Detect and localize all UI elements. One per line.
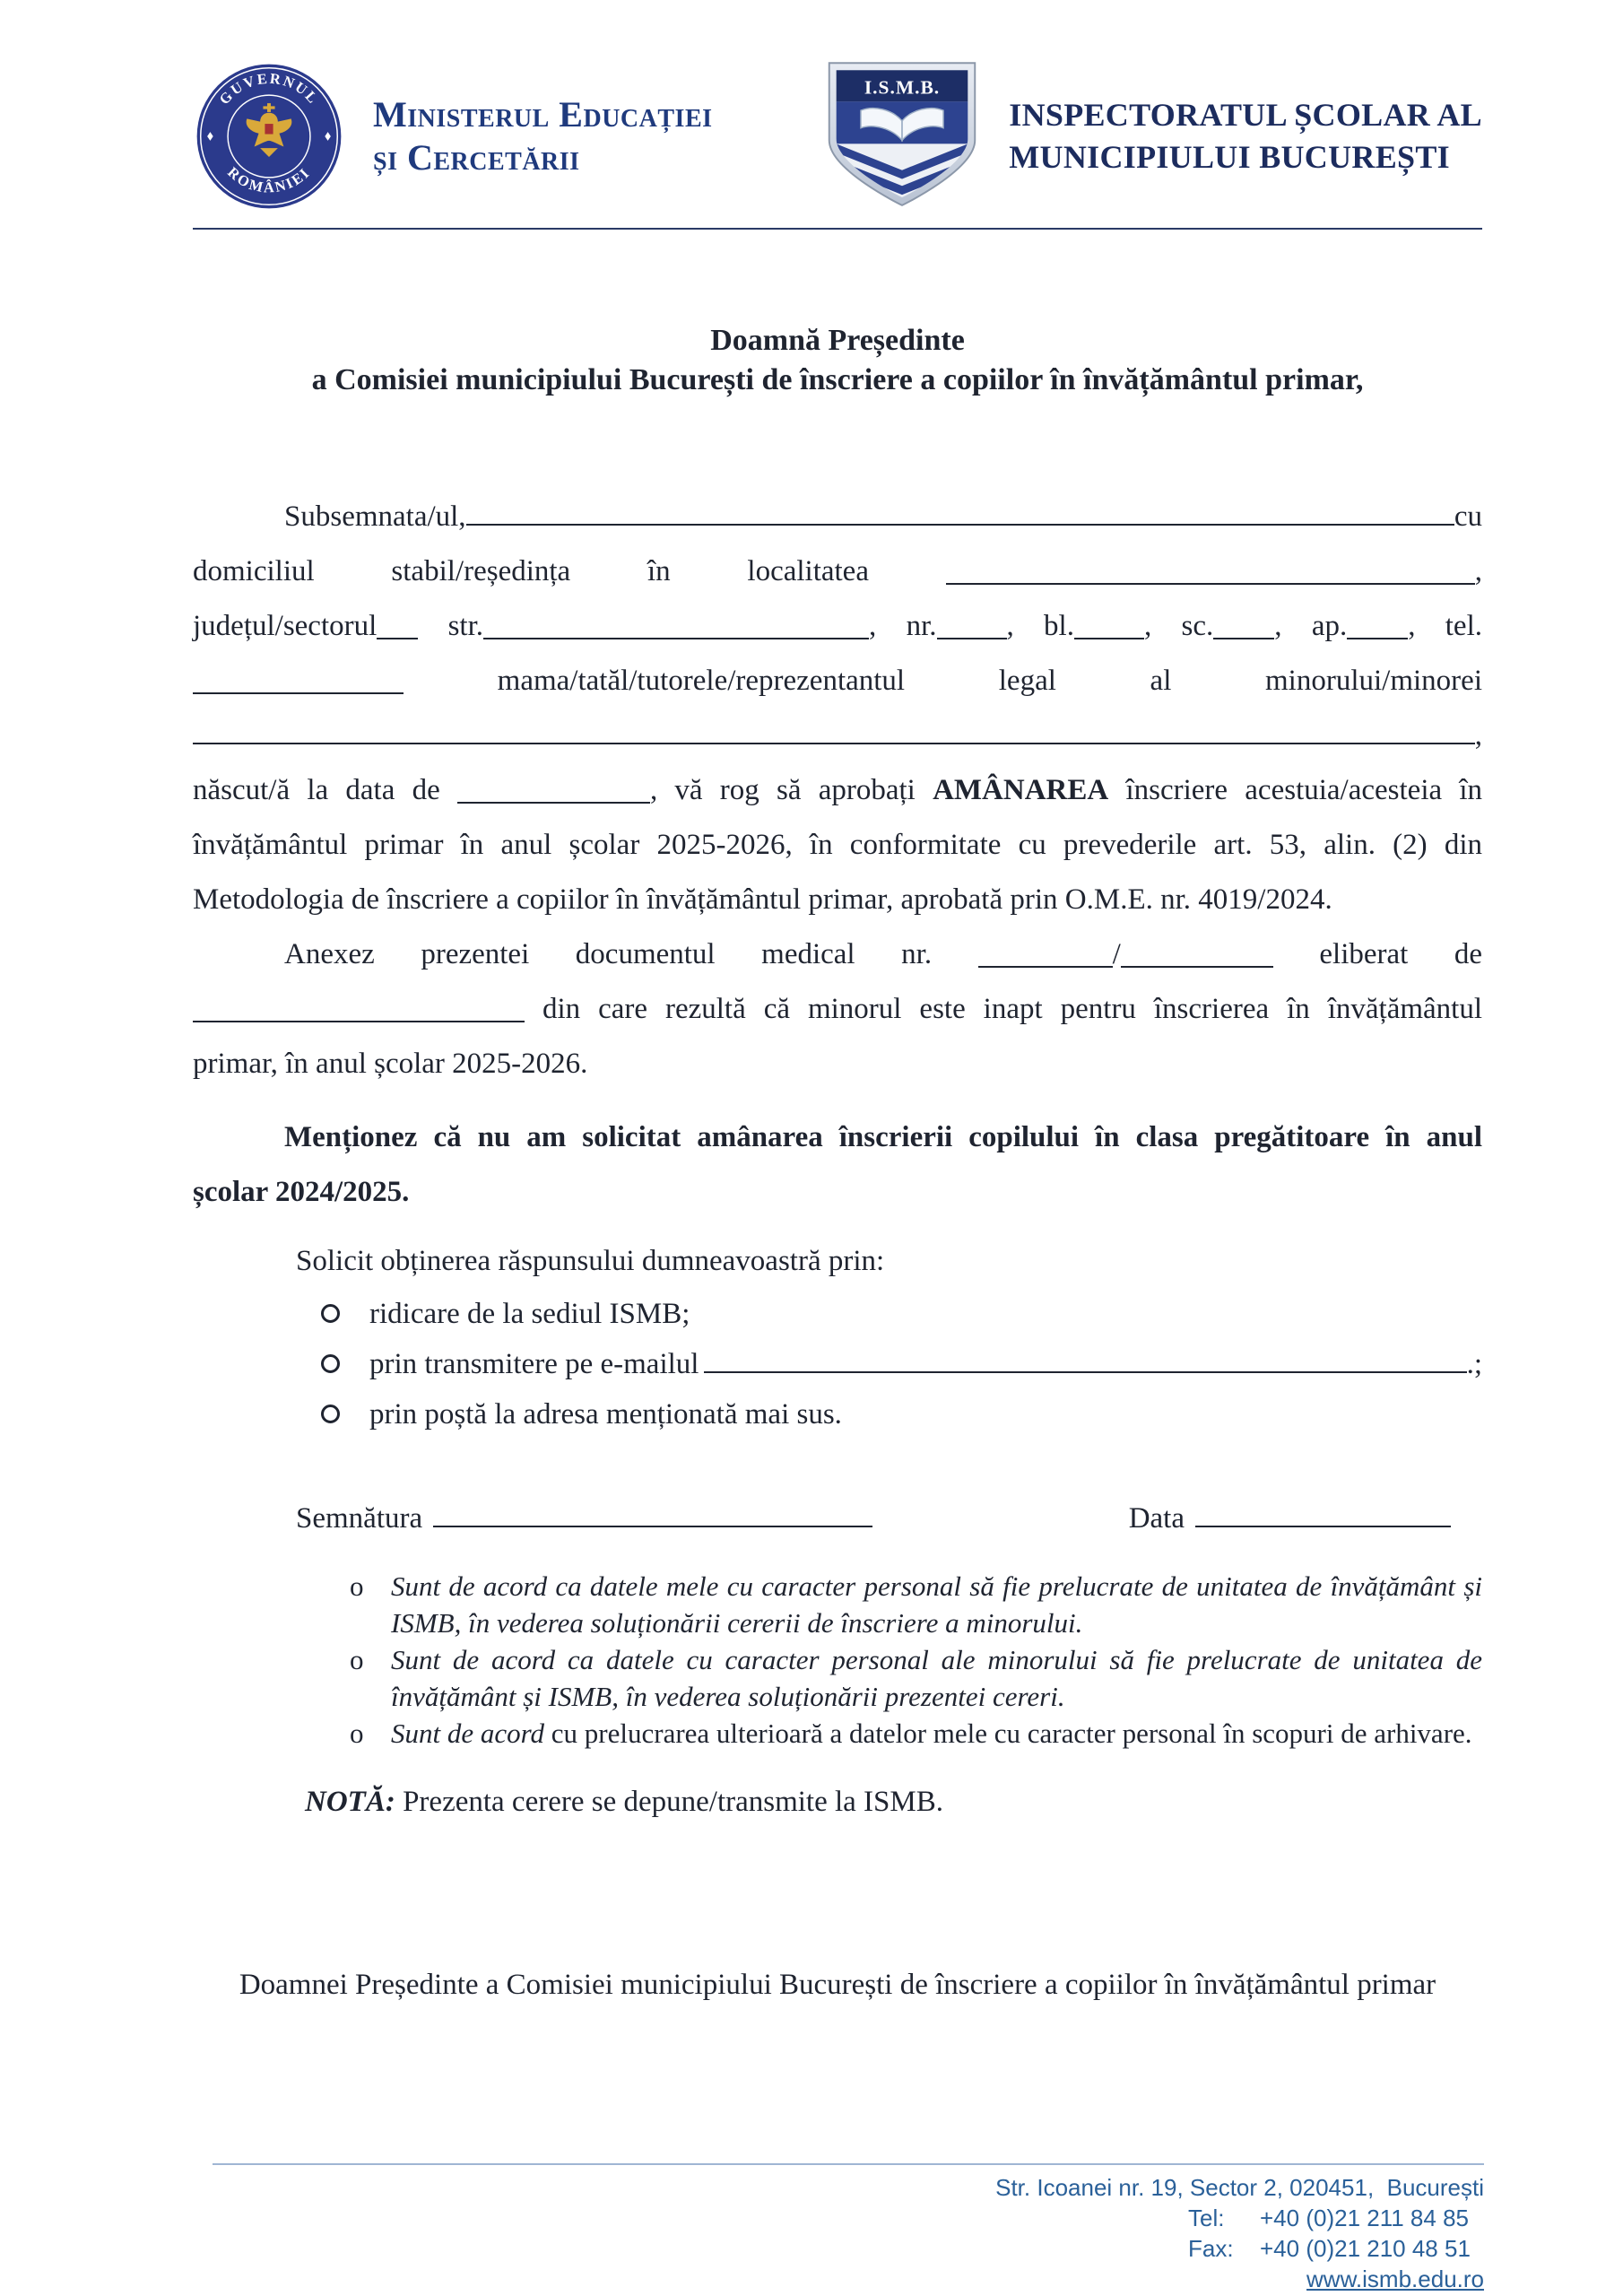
- option-post: [321, 1389, 1482, 1439]
- option-email-label: prin transmitere pe e-mailul: [369, 1348, 699, 1380]
- ismb-shield-icon: [819, 59, 985, 213]
- line-medical-doc: [193, 927, 1482, 982]
- signature-label: Semnătura: [296, 1502, 423, 1535]
- request-paragraphs: [193, 490, 1482, 2005]
- medical-doc-label: Anexez prezentei documentul medical nr.: [284, 938, 933, 970]
- line-minor-name: [193, 709, 1482, 763]
- option-post-label: prin poștă la adresa menționată mai sus.: [369, 1398, 842, 1431]
- line-mention-1: [193, 1110, 1482, 1165]
- locality-blank: [946, 583, 1475, 585]
- radio-circle-icon: [321, 1405, 340, 1423]
- date-blank: [1195, 1526, 1451, 1527]
- radio-circle-icon: [321, 1354, 340, 1373]
- line-issuer: [193, 982, 1482, 1037]
- number-blank: [937, 638, 1007, 639]
- document-body: [193, 321, 1482, 2005]
- issued-by-label: eliberat de: [1319, 938, 1483, 970]
- website-link[interactable]: www.ismb.edu.ro: [1306, 2266, 1484, 2292]
- bullet-marker: o: [350, 1644, 364, 1675]
- line-mention-2: [193, 1165, 1482, 1220]
- page-title: [193, 321, 1482, 400]
- title-line1: Doamnă Președinte: [710, 324, 965, 357]
- tel-label: Tel:: [1188, 2205, 1225, 2231]
- title-line2: a Comisiei municipiului București de înscriere a copiilor în învățământul primar,: [311, 363, 1364, 396]
- response-heading: [296, 1234, 1482, 1289]
- ministry-line1: Ministerul Educației: [373, 94, 713, 135]
- primar-text: primar, în anul școlar 2025-2026.: [193, 1048, 588, 1080]
- line-birthdate: [193, 763, 1482, 818]
- email-blank: [704, 1371, 1466, 1373]
- inspectorate-line1: INSPECTORATUL ȘCOLAR AL: [1009, 97, 1482, 133]
- note-text: Prezenta cerere se depune/transmite la ISMB.: [403, 1786, 944, 1818]
- line-methodology: [193, 873, 1482, 927]
- line-schoolyear: [193, 818, 1482, 873]
- line-domicile: [193, 544, 1482, 599]
- gov-romania-seal-icon: [195, 63, 343, 210]
- footer-website-line: [213, 2264, 1484, 2294]
- birthdate-label: născut/ă la data de: [193, 774, 440, 806]
- footer: [213, 2163, 1484, 2294]
- applicant-name-blank: [466, 524, 1454, 526]
- comma: ,: [1474, 555, 1482, 587]
- phone-label: , tel.: [1408, 610, 1482, 642]
- county-label: județul/sectorul: [193, 610, 378, 642]
- schoolyear-text: învățământul primar în anul școlar 2025-2026, în conformitate cu prevederile art. 53, alin. (2) din: [193, 829, 1482, 861]
- option-email-suffix: .;: [1466, 1348, 1482, 1380]
- note-label: NOTĂ:: [305, 1786, 395, 1818]
- consent-list: [350, 1568, 1482, 1752]
- staircase-blank: [1213, 638, 1274, 639]
- footer-address-line: [213, 2172, 1484, 2203]
- medical-doc-date-blank: [1121, 966, 1273, 968]
- tel-value: +40 (0)21 211 84 85: [1260, 2205, 1469, 2231]
- footer-tel-line: [213, 2203, 1484, 2233]
- line-primar: [193, 1037, 1482, 1091]
- bullet-marker: o: [350, 1570, 364, 1602]
- line-address: [193, 599, 1482, 654]
- county-blank: [377, 638, 418, 639]
- ismb-logo: [819, 59, 985, 213]
- block-label: , bl.: [1006, 610, 1074, 642]
- medical-doc-number-blank: [978, 966, 1113, 968]
- fax-label: Fax:: [1188, 2235, 1234, 2262]
- inspectorate-title: [1009, 94, 1482, 178]
- block-blank: [1074, 638, 1144, 639]
- mention-text-1: Menționez că nu am solicitat amânarea înscrierii copilului în clasa pregătitoare în anul: [284, 1121, 1482, 1153]
- delivery-options: [321, 1289, 1482, 1439]
- ministry-line2: și Cercetării: [373, 137, 580, 178]
- option-pickup-label: ridicare de la sediul ISMB;: [369, 1298, 690, 1330]
- consent-text-1: Sunt de acord ca datele mele cu caracter personal să fie prelucrate de unitatea de învățământ și ISMB, în vederea soluționării cererii de înscriere a minorului.: [391, 1570, 1482, 1639]
- issuer-blank: [193, 1021, 525, 1022]
- signature-row: [296, 1502, 1451, 1535]
- subsemnata-label: Subsemnata/ul,: [284, 500, 466, 533]
- street-blank: [483, 638, 869, 639]
- guardian-text: mama/tatăl/tutorele/reprezentantul legal al minorului/minorei: [497, 665, 1482, 697]
- option-email: [321, 1339, 1482, 1389]
- header: [0, 0, 1623, 213]
- consent-text-3: Sunt de acord: [391, 1718, 545, 1749]
- domicile-text: domiciliul stabil/reședința în localitatea: [193, 555, 869, 587]
- gov-logo-bottom-text: ROMÂNIEI: [224, 163, 314, 196]
- consent-item-1: [350, 1568, 1482, 1641]
- consent-item-3: [350, 1715, 1482, 1752]
- signature-blank: [433, 1526, 872, 1527]
- consent-text-2: Sunt de acord ca datele cu caracter personal ale minorului să fie prelucrate de unitatea de învățământ și ISMB, în vederea soluționării prezentei cereri.: [391, 1644, 1482, 1712]
- response-heading-text: Solicit obținerea răspunsului dumneavoastră prin:: [296, 1245, 885, 1277]
- footer-fax-line: [213, 2233, 1484, 2264]
- footer-address: Str. Icoanei nr. 19, Sector 2, 020451, București: [995, 2174, 1484, 2201]
- ismb-monogram-text: I.S.M.B.: [864, 76, 941, 99]
- slash: /: [1112, 938, 1121, 970]
- option-pickup: [321, 1289, 1482, 1339]
- line-subsemnata: [193, 490, 1482, 544]
- radio-circle-icon: [321, 1304, 340, 1323]
- apartment-label: , ap.: [1274, 610, 1348, 642]
- note-line: [305, 1775, 1482, 1830]
- consent-item-2: [350, 1641, 1482, 1715]
- gov-logo-top-text: GUVERNUL: [215, 69, 323, 109]
- apartment-blank: [1347, 638, 1408, 639]
- phone-blank: [193, 692, 404, 694]
- request-text-cont: înscriere acestuia/acesteia în: [1125, 774, 1483, 806]
- minor-name-blank: [193, 743, 1475, 744]
- line-guardian: [193, 654, 1482, 709]
- number-label: , nr.: [869, 610, 937, 642]
- closing-address: Doamnei Președinte a Comisiei municipiului București de înscriere a copiilor în învățământul primar: [239, 1969, 1436, 2001]
- ministry-title: [373, 93, 713, 179]
- gov-romania-logo: [195, 63, 343, 210]
- street-label: str.: [447, 610, 484, 642]
- unfit-text: din care rezultă că minorul este inapt pentru înscrierea în învățământul: [542, 993, 1483, 1025]
- staircase-label: , sc.: [1143, 610, 1214, 642]
- fax-value: +40 (0)21 210 48 51: [1260, 2235, 1471, 2262]
- amanarea-emphasis: AMÂNAREA: [933, 774, 1109, 806]
- text-cu: cu: [1454, 500, 1482, 533]
- methodology-text: Metodologia de înscriere a copiilor în învățământul primar, aprobată prin O.M.E. nr. 4019/2024.: [193, 883, 1332, 916]
- request-text: , vă rog să aprobați: [649, 774, 916, 806]
- date-label: Data: [1128, 1502, 1185, 1535]
- birthdate-blank: [457, 802, 650, 804]
- header-divider: [193, 228, 1482, 230]
- mention-text-2: școlar 2024/2025.: [193, 1176, 410, 1208]
- inspectorate-line2: MUNICIPIULUI BUCUREȘTI: [1009, 139, 1450, 175]
- consent-text-3-regular: cu prelucrarea ulterioară a datelor mele cu caracter personal în scopuri de arhivare.: [544, 1718, 1472, 1749]
- comma: ,: [1474, 719, 1482, 752]
- bullet-marker: o: [350, 1718, 364, 1749]
